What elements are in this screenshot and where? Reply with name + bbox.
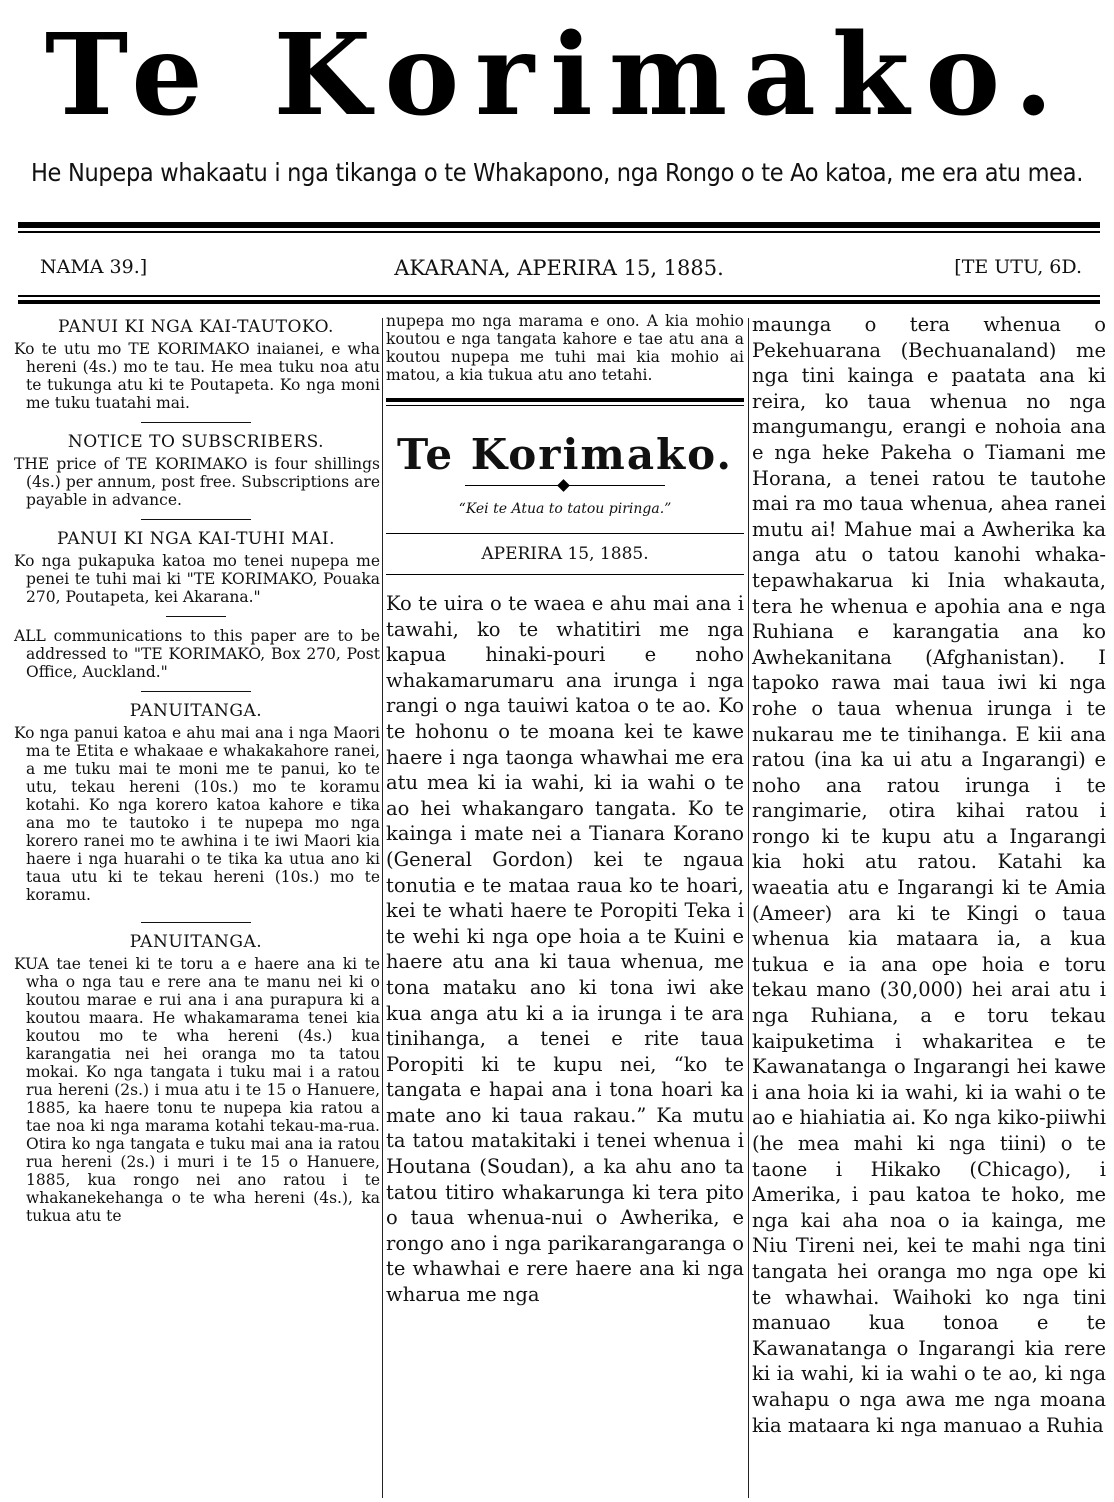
- section-heading: PANUI KI NGA KAI-TUHI MAI.: [57, 529, 335, 549]
- editorial-body: Ko te uira o te waea e ahu mai ana i tawahi, ko te whatitiri me nga kapua hinaki-pouri e noho whakamarumaru ana irunga i nga rangi o nga tauiwi katoa o te ao. Ko te hohonu o te moana kei te kawe haere i nga taonga whawhai me era atu mea ki ia wahi, ki ia wahi o te ao hei whakangaro tangata. Ko te kainga i mate nei a Tianara Korano (General Gordon) kei te ngaua tonutia e te mataa raua ko te hoari, kei te whati haere te Poropiti Teka i te wehi ki nga ope hoia a te Kuini e haere atu ana ki taua whenua, me tona mataku ano ki tona iwi ake kua anga atu ki a ia irunga i te ara tinihanga, a tenei e rite taua Poropiti ki te kupu nei, “ko te tangata e hapai ana i tona hoari ka mate ano ki taua rakau.” Ka mutu ta tatou matakitaki i tenei whenua i Houtana (Soudan), a ka ahu ano ta tatou titiro whakarunga ki tera pito o taua whenua-nui o Awherika, e rongo ano i nga parikarangaranga o te whawhai e rere haere ana ki nga wharua me nga: [386, 592, 744, 1307]
- top-rule-thin: [18, 231, 1100, 233]
- section-heading: PANUITANGA.: [129, 701, 263, 721]
- editorial-body-continued: maunga o tera whenua o Pekehuarana (Bechuanaland) me nga tini kainga e paatata ana ki reira, ko taua whenua no nga mangumangu, erangi e nohoia ana e nga heke Pakeha o Tiamani me Horana, a tenei ratou te tautohe mai ra mo taua whenua, ahea ranei mutu ai! Mahue mai a Awherika ka anga atu o tatou kanohi whaka-tepawhakarua ki Inia whakauta, tera he whenua e apohia ana e nga Ruhiana e karangatia ana ko Awhekanitana (Afghanistan). I tapoko rawa mai taua iwi ki nga rohe o taua whenua irunga i te nukarau me te tinihanga. E kii ana ratou (ina ka ui atu a Ingarangi) e noho ana ratou irunga i te rangimarie, otira kihai ratou i rongo ki te kupu atu a Ingarangi kia hoki atu ratou. Katahi ka waeatia atu e Ingarangi ki te Amia (Ameer) ara ki te Kingi o taua whenua kia mataara ia, a kua tukua e ia ana ope hoia e toru tekau mano (30,000) hei arai atu i nga Ruhiana, a e toru tekau kaipuketima i whakaritea e te Kawanatanga o Ingarangi hei kawe i ana hoia ki ia wahi, ki ia wahi o te ao e hiahiatia ai. Ko nga kiko-piiwhi (he mea mahi ki nga tiini) o te taone i Hikako (Chicago), i Amerika, i pau katoa te hoko, me nga kai aha noa o ia kainga, me Niu Tireni nei, kei te mahi nga tini tangata hei oranga mo nga ope ki te whawhai. Waihoki ko nga tini manuao kua tonoa e te Kawanatanga o Ingarangi kia rere ki ia wahi, ki ia wahi o te ao, ki nga wahapu o nga awa me nga moana kia mataara ki nga manuao a Ruhia: [752, 313, 1106, 1437]
- editorial-rule-thick: [386, 398, 744, 402]
- issue-number: NAMA 39.]: [40, 256, 148, 278]
- section-heading: NOTICE TO SUBSCRIBERS.: [67, 432, 325, 452]
- editorial-rule: [386, 574, 744, 575]
- editorial-rule-thin: [386, 405, 744, 406]
- section-heading: PANUITANGA.: [129, 932, 263, 952]
- notice-paragraph: Ko nga pukapuka katoa mo tenei nupepa me penei te tuhi mai ki "TE KORIMAKO, Pouaka 270, Poutapeta, kei Akarana.": [14, 552, 380, 606]
- ornament-divider: [465, 481, 665, 491]
- column-divider: [748, 318, 749, 1498]
- separator: [141, 422, 251, 423]
- notice-paragraph: Ko te utu mo TE KORIMAKO inaianei, e wha hereni (4s.) mo te tau. He mea tuku noa atu te tukunga atu ki te Poutapeta. Ko nga moni me tuku tuatahi mai.: [14, 340, 380, 412]
- price: [TE UTU, 6D.: [954, 256, 1082, 278]
- editorial-rule: [386, 533, 744, 534]
- editorial-motto: “Kei te Atua to tatou piringa.”: [458, 501, 672, 517]
- editorial-title: Te Korimako.: [396, 430, 734, 479]
- notice-paragraph: THE price of TE KORIMAKO is four shillings (4s.) per annum, post free. Subscriptions are payable in advance.: [14, 455, 380, 509]
- separator: [141, 922, 251, 923]
- column-notices: [12, 312, 380, 1225]
- editorial-date: APERIRA 15, 1885.: [481, 544, 649, 564]
- newspaper-title: Te Korimako.: [44, 10, 1070, 141]
- separator: [166, 616, 226, 617]
- notice-paragraph: ALL communications to this paper are to be addressed to "TE KORIMAKO, Box 270, Post Office, Auckland.": [14, 627, 380, 681]
- section-heading: PANUI KI NGA KAI-TAUTOKO.: [58, 317, 334, 337]
- dateline: [18, 250, 1100, 286]
- column-divider: [382, 318, 383, 1498]
- separator: [141, 519, 251, 520]
- column-continued: [752, 312, 1106, 1438]
- dateline-rule-thin: [18, 295, 1100, 297]
- top-rule-thick: [18, 222, 1100, 228]
- continued-paragraph: nupepa mo nga marama e ono. A kia mohio koutou e nga tangata kahore e tae atu ana a koutou nupepa me tuhi mai kia mohio ai matou, a kia tukua atu ano tetahi.: [386, 312, 744, 384]
- masthead: [0, 0, 1114, 187]
- separator: [141, 691, 251, 692]
- notice-paragraph: KUA tae tenei ki te toru a e haere ana ki te wha o nga tau e rere ana te manu nei ki o koutou marae e rui ana i ana purapura ki a koutou maara. He whakamarama tenei kia koutou mo te wha hereni (4s.) kua karangatia nei hei oranga mo ta tatou mokai. Ko nga tangata i tuku mai i a ratou rua hereni (2s.) i mua atu i te 15 o Hanuere, 1885, ka haere tonu te nupepa kia ratou a tae noa ki nga marama kotahi tekau-ma-rua. Otira ko nga tangata e tuku mai ana ia ratou rua hereni (2s.) i muri i te 15 o Hanuere, 1885, kua rongo nei ano ratou i te whakanekehanga o te wha hereni (4s.), ka tukua atu te: [14, 955, 380, 1225]
- place-and-date: AKARANA, APERIRA 15, 1885.: [394, 256, 724, 280]
- dateline-rule-thick: [18, 300, 1100, 304]
- newspaper-subtitle: He Nupepa whakaatu i nga tikanga o te Whakapono, nga Rongo o te Ao katoa, me era atu mea.: [30, 158, 1084, 187]
- column-editorial: [386, 312, 744, 1308]
- notice-paragraph: Ko nga panui katoa e ahu mai ana i nga Maori ma te Etita e whakaae e whakakahore ranei, a me tuku mai te moni me te panui, ko te utu, tekau hereni (10s.) mo te koramu kotahi. Ko nga korero katoa kahore e tika ana mo te tautoko i te nupepa mo nga korero ranei mo te awhina i te iwi Maori kia haere i nga huarahi o te tika ka utua ano ki taua utu ki te tekau hereni (10s.) mo te koramu.: [14, 724, 380, 904]
